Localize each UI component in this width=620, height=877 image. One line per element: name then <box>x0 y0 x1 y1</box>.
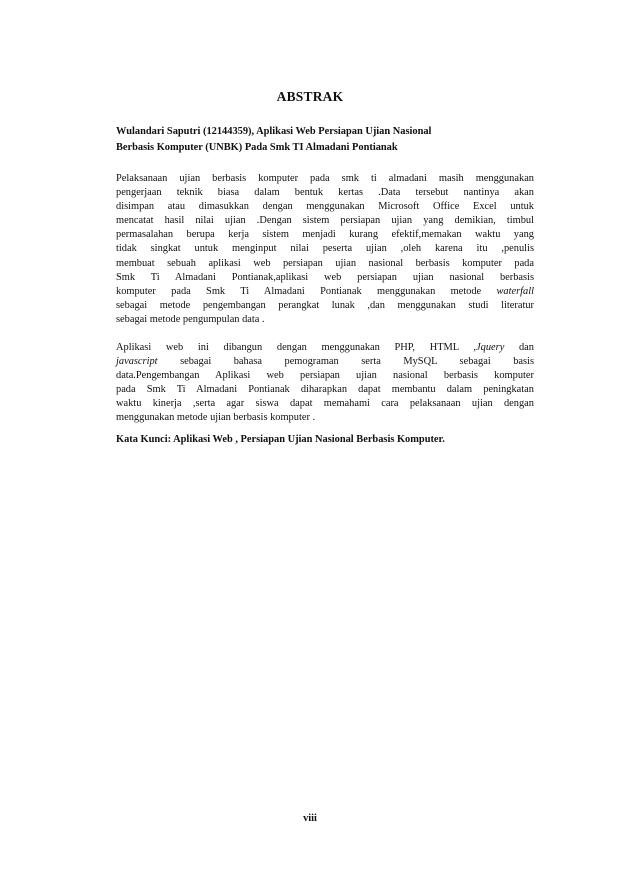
line-text: dan <box>504 342 534 353</box>
paragraph-line: disimpan atau dimasukkan dengan menggunakan Microsoft Office Excel untuk <box>116 201 534 213</box>
italic-term-jquery: Jquery <box>476 342 505 353</box>
paragraph-line: waktu kinerja ,serta agar siswa dapat memahami cara pelaksanaan ujian dengan <box>116 398 534 410</box>
italic-term-javascript: javascript <box>116 356 158 368</box>
paragraph-line: membuat sebuah aplikasi web persiapan ujian nasional berbasis komputer pada <box>116 257 534 269</box>
page-title: ABSTRAK <box>276 89 344 104</box>
paragraph-line: pengerjaan teknik biasa dalam bentuk kertas .Data tersebut nantinya akan <box>116 187 534 199</box>
line-text: komputer pada Smk Ti Almadani Pontianak menggunakan metode <box>116 285 497 297</box>
abstract-paragraph-1 <box>116 172 534 327</box>
paragraph-line: permasalahan berupa kerja sistem menjadi kurang efektif,memakan waktu yang <box>116 229 534 241</box>
keywords: Kata Kunci: Aplikasi Web , Persiapan Ujian Nasional Berbasis Komputer. <box>116 434 445 445</box>
paragraph-line: Smk Ti Almadani Pontianak,aplikasi web persiapan ujian nasional berbasis <box>116 271 534 283</box>
paragraph-line: mencatat hasil nilai ujian .Dengan sistem persiapan ujian yang demikian, timbul <box>116 215 534 227</box>
paragraph-line: pada Smk Ti Almadani Pontianak diharapkan dapat membantu dalam peningkatan <box>116 384 534 396</box>
paragraph-line <box>116 355 534 369</box>
paragraph-line: sebagai metode pengumpulan data . <box>116 313 265 325</box>
italic-term-waterfall: waterfall <box>496 285 534 297</box>
paragraph-line <box>116 285 534 299</box>
paragraph-line: data.Pengembangan Aplikasi web persiapan ujian nasional berbasis komputer <box>116 370 534 382</box>
page-number: viii <box>303 813 317 824</box>
author-line-1: Wulandari Saputri (12144359), Aplikasi Web Persiapan Ujian Nasional <box>116 126 432 137</box>
author-line-2: Berbasis Komputer (UNBK) Pada Smk TI Almadani Pontianak <box>116 142 398 153</box>
line-text: sebagai bahasa pemograman serta MySQL sebagai basis <box>157 356 534 368</box>
paragraph-line <box>116 341 534 355</box>
paragraph-line: tidak singkat untuk menginput nilai peserta ujian ,oleh karena itu ,penulis <box>116 243 534 255</box>
line-text: Aplikasi web ini dibangun dengan menggunakan PHP, HTML , <box>116 342 477 353</box>
author-title-block <box>116 124 536 156</box>
abstract-paragraph-2 <box>116 341 534 426</box>
paragraph-line: Pelaksanaan ujian berbasis komputer pada smk ti almadani masih menggunakan <box>116 173 534 184</box>
paragraph-line: sebagai metode pengembangan perangkat lunak ,dan menggunakan studi literatur <box>116 299 534 311</box>
paragraph-line: menggunakan metode ujian berbasis komputer . <box>116 412 316 424</box>
